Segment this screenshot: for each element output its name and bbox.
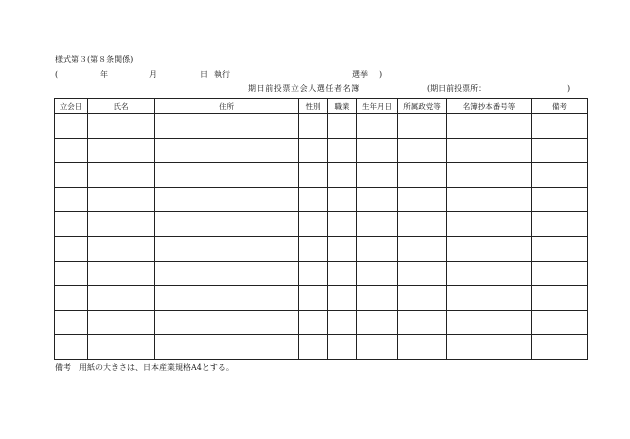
table-row [55, 187, 588, 212]
table-cell[interactable] [357, 335, 398, 360]
table-cell[interactable] [299, 163, 328, 188]
table-cell[interactable] [88, 187, 155, 212]
table-cell[interactable] [155, 261, 299, 286]
table-cell[interactable] [299, 310, 328, 335]
table-cell[interactable] [328, 335, 357, 360]
table-cell[interactable] [357, 286, 398, 311]
table-cell[interactable] [328, 261, 357, 286]
table-cell[interactable] [299, 335, 328, 360]
table-cell[interactable] [88, 114, 155, 139]
column-header: 生年月日 [357, 99, 398, 114]
table-cell[interactable] [88, 163, 155, 188]
column-header: 立会日 [55, 99, 88, 114]
table-cell[interactable] [398, 138, 447, 163]
table-cell[interactable] [398, 286, 447, 311]
table-cell[interactable] [447, 286, 532, 311]
table-cell[interactable] [55, 236, 88, 261]
table-row [55, 212, 588, 237]
table-cell[interactable] [88, 212, 155, 237]
table-cell[interactable] [357, 310, 398, 335]
table-cell[interactable] [155, 163, 299, 188]
table-cell[interactable] [447, 310, 532, 335]
table-cell[interactable] [299, 212, 328, 237]
table-cell[interactable] [532, 163, 588, 188]
table-cell[interactable] [532, 114, 588, 139]
table-cell[interactable] [532, 138, 588, 163]
table-row [55, 335, 588, 360]
table-cell[interactable] [357, 212, 398, 237]
table-cell[interactable] [55, 212, 88, 237]
month-label: 月 [149, 70, 157, 79]
witness-roster-table [54, 98, 588, 360]
table-cell[interactable] [532, 212, 588, 237]
table-cell[interactable] [357, 236, 398, 261]
table-cell[interactable] [55, 114, 88, 139]
form-number-label: 様式第３(第８条関係) [55, 55, 134, 64]
table-row [55, 114, 588, 139]
table-cell[interactable] [328, 310, 357, 335]
table-cell[interactable] [328, 236, 357, 261]
table-cell[interactable] [447, 212, 532, 237]
table-cell[interactable] [155, 138, 299, 163]
election-paren-close: ) [379, 70, 383, 79]
table-cell[interactable] [299, 138, 328, 163]
table-row [55, 138, 588, 163]
table-cell[interactable] [155, 212, 299, 237]
execution-label: 執行 [214, 70, 230, 79]
table-cell[interactable] [398, 310, 447, 335]
footnote: 備考 用紙の大きさは、日本産業規格A4とする。 [55, 363, 234, 372]
table-cell[interactable] [398, 163, 447, 188]
table-cell[interactable] [532, 236, 588, 261]
table-cell[interactable] [155, 310, 299, 335]
table-row [55, 310, 588, 335]
table-header-row [55, 99, 588, 114]
column-header: 所属政党等 [398, 99, 447, 114]
day-label: 日 [200, 70, 208, 79]
column-header: 職業 [328, 99, 357, 114]
column-header: 備考 [532, 99, 588, 114]
table-cell[interactable] [55, 286, 88, 311]
table-cell[interactable] [447, 114, 532, 139]
table-cell[interactable] [88, 286, 155, 311]
table-cell[interactable] [357, 187, 398, 212]
table-cell[interactable] [328, 286, 357, 311]
table-cell[interactable] [447, 163, 532, 188]
venue-label: (期日前投票所： [427, 84, 487, 93]
table-cell[interactable] [88, 261, 155, 286]
table-cell[interactable] [328, 114, 357, 139]
table-cell[interactable] [532, 335, 588, 360]
table-cell[interactable] [328, 138, 357, 163]
column-header: 性別 [299, 99, 328, 114]
table-cell[interactable] [357, 138, 398, 163]
table-cell[interactable] [357, 261, 398, 286]
table-row [55, 261, 588, 286]
table-cell[interactable] [155, 335, 299, 360]
table-cell[interactable] [55, 310, 88, 335]
election-paren-open: ( [55, 70, 59, 79]
table-cell[interactable] [299, 187, 328, 212]
table-cell[interactable] [299, 286, 328, 311]
table-cell[interactable] [299, 236, 328, 261]
table-cell[interactable] [532, 187, 588, 212]
table-body [55, 114, 588, 360]
table-cell[interactable] [398, 114, 447, 139]
table-cell[interactable] [328, 163, 357, 188]
table-cell[interactable] [88, 236, 155, 261]
table-cell[interactable] [299, 261, 328, 286]
table-cell[interactable] [328, 212, 357, 237]
table-cell[interactable] [447, 261, 532, 286]
table-cell[interactable] [55, 138, 88, 163]
table-cell[interactable] [155, 286, 299, 311]
venue-paren-close: ) [567, 84, 571, 93]
table-row [55, 163, 588, 188]
table-cell[interactable] [532, 261, 588, 286]
table-cell[interactable] [88, 138, 155, 163]
election-label: 選挙 [352, 70, 368, 79]
table-cell[interactable] [447, 138, 532, 163]
year-label: 年 [100, 70, 108, 79]
table-cell[interactable] [398, 212, 447, 237]
column-header: 氏名 [88, 99, 155, 114]
table-cell[interactable] [88, 310, 155, 335]
table-cell[interactable] [398, 261, 447, 286]
table-cell[interactable] [155, 187, 299, 212]
table-cell[interactable] [357, 114, 398, 139]
table-cell[interactable] [398, 335, 447, 360]
table-cell[interactable] [55, 163, 88, 188]
document-title: 期日前投票立会人選任者名簿 [248, 84, 360, 93]
table-cell[interactable] [299, 114, 328, 139]
table-cell[interactable] [398, 236, 447, 261]
column-header: 名簿抄本番号等 [447, 99, 532, 114]
table-cell[interactable] [55, 187, 88, 212]
table-cell[interactable] [88, 335, 155, 360]
table-cell[interactable] [357, 163, 398, 188]
table-cell[interactable] [532, 310, 588, 335]
table-cell[interactable] [328, 187, 357, 212]
table-row [55, 236, 588, 261]
table-cell[interactable] [55, 261, 88, 286]
table-cell[interactable] [447, 187, 532, 212]
table-cell[interactable] [155, 236, 299, 261]
column-header: 住所 [155, 99, 299, 114]
table-cell[interactable] [447, 236, 532, 261]
table-cell[interactable] [532, 286, 588, 311]
table-cell[interactable] [55, 335, 88, 360]
table-row [55, 286, 588, 311]
table-cell[interactable] [447, 335, 532, 360]
table-cell[interactable] [398, 187, 447, 212]
table-cell[interactable] [155, 114, 299, 139]
